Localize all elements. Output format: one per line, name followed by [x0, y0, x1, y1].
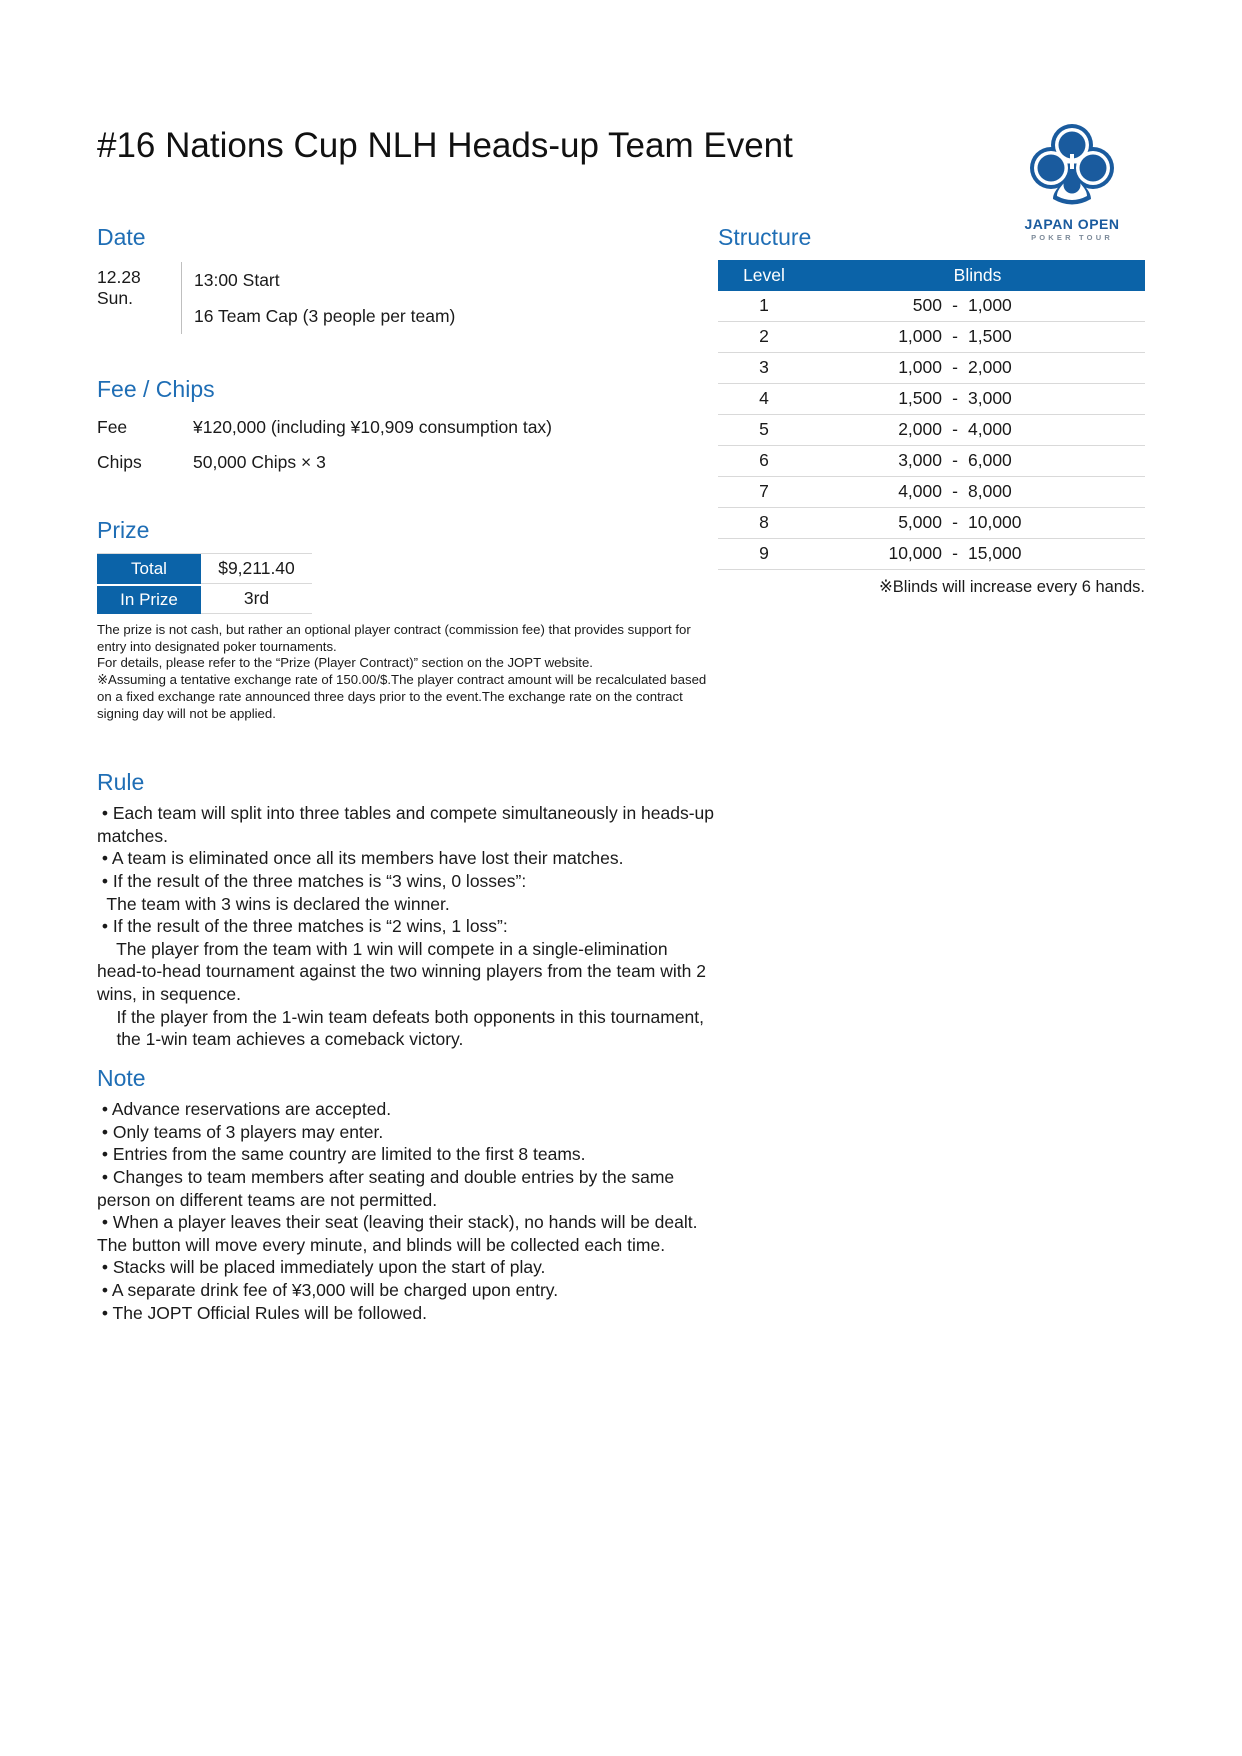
blinds-dash: - — [952, 357, 958, 378]
blinds-dash: - — [952, 419, 958, 440]
blinds-cell — [810, 419, 1145, 440]
fee-label: Fee — [97, 417, 128, 438]
blinds-cell — [810, 326, 1145, 347]
fine-print-line: on a fixed exchange rate announced three days prior to the event.The exchange rate on the contract — [97, 688, 683, 704]
fee-value: ¥120,000 (including ¥10,909 consumption tax) — [193, 417, 552, 438]
blinds-dash: - — [952, 295, 958, 316]
note-line: • Advance reservations are accepted. — [97, 1099, 392, 1120]
small-blind: 4,000 — [898, 481, 942, 502]
blinds-footnote: ※Blinds will increase every 6 hands. — [878, 577, 1145, 596]
rule-line: The team with 3 wins is declared the winner. — [97, 893, 450, 914]
left-column — [97, 224, 715, 1324]
prize-label-cell: In Prize — [97, 584, 201, 614]
date-divider — [181, 262, 182, 334]
rule-line: • If the result of the three matches is “3 wins, 0 losses”: — [97, 870, 527, 891]
blinds-cell — [810, 357, 1145, 378]
structure-row — [718, 322, 1145, 353]
level-cell: 5 — [759, 419, 769, 440]
structure-row — [718, 384, 1145, 415]
prize-value-cell: 3rd — [201, 584, 312, 614]
date-line: 16 Team Cap (3 people per team) — [194, 305, 456, 326]
big-blind: 2,000 — [968, 357, 1012, 378]
structure-row — [718, 291, 1145, 322]
big-blind: 1,500 — [968, 326, 1012, 347]
structure-row — [718, 508, 1145, 539]
small-blind: 1,500 — [898, 388, 942, 409]
blinds-dash: - — [952, 388, 958, 409]
structure-row — [718, 539, 1145, 570]
note-line: The button will move every minute, and blinds will be collected each time. — [97, 1234, 666, 1255]
section-fee-chips — [97, 376, 645, 474]
level-cell: 1 — [759, 295, 769, 316]
prize-row — [97, 554, 312, 584]
blinds-dash: - — [952, 543, 958, 564]
small-blind: 500 — [912, 295, 942, 316]
rule-line: The player from the team with 1 win will compete in a single-elimination — [97, 938, 668, 959]
page-header — [97, 126, 1145, 166]
blinds-cell — [810, 450, 1145, 471]
level-cell: 8 — [759, 512, 769, 533]
level-cell: 9 — [759, 543, 769, 564]
prize-label-cell: Total — [97, 554, 201, 584]
rule-line: matches. — [97, 825, 168, 846]
small-blind: 1,000 — [898, 326, 942, 347]
section-note — [97, 1064, 698, 1325]
level-cell: 3 — [759, 357, 769, 378]
fine-print-line: The prize is not cash, but rather an optional player contract (commission fee) that provides support for — [97, 621, 691, 637]
blinds-cell — [810, 295, 1145, 316]
rule-heading: Rule — [97, 768, 145, 795]
logo-text-primary: JAPAN OPEN — [1024, 216, 1120, 232]
small-blind: 2,000 — [898, 419, 942, 440]
rule-line: • Each team will split into three tables and compete simultaneously in heads-up — [97, 803, 715, 824]
fine-print-line: signing day will not be applied. — [97, 705, 276, 721]
blinds-cell — [810, 512, 1145, 533]
note-lines — [97, 1098, 698, 1324]
page-title: #16 Nations Cup NLH Heads-up Team Event — [97, 126, 793, 165]
right-column — [718, 224, 1145, 1324]
big-blind: 3,000 — [968, 388, 1012, 409]
fee-chips-heading: Fee / Chips — [97, 375, 215, 402]
level-cell: 2 — [759, 326, 769, 347]
level-column-header: Level — [743, 264, 785, 285]
logo-text-secondary: POKER TOUR — [1031, 233, 1113, 242]
section-date — [97, 224, 645, 334]
jopt-logo — [1014, 118, 1130, 242]
big-blind: 15,000 — [968, 543, 1022, 564]
fine-print-line: ※Assuming a tentative exchange rate of 150.00/$.The player contract amount will be recalculated based — [97, 672, 707, 688]
blinds-cell — [810, 481, 1145, 502]
blinds-cell — [810, 388, 1145, 409]
note-line: • The JOPT Official Rules will be followed. — [97, 1302, 428, 1323]
big-blind: 6,000 — [968, 450, 1012, 471]
section-rule — [97, 768, 715, 1051]
blinds-dash: - — [952, 512, 958, 533]
rule-line: If the player from the 1-win team defeats both opponents in this tournament, — [97, 1006, 705, 1027]
note-line: person on different teams are not permitted. — [97, 1189, 438, 1210]
rule-line: head-to-head tournament against the two winning players from the team with 2 — [97, 961, 706, 982]
prize-table — [97, 553, 312, 614]
date-details — [194, 262, 455, 334]
big-blind: 10,000 — [968, 512, 1022, 533]
small-blind: 10,000 — [888, 543, 942, 564]
club-icon — [1022, 118, 1122, 214]
note-line: • Stacks will be placed immediately upon the start of play. — [97, 1257, 546, 1278]
note-line: • Only teams of 3 players may enter. — [97, 1121, 384, 1142]
big-blind: 8,000 — [968, 481, 1012, 502]
section-structure — [718, 224, 1145, 597]
chips-value: 50,000 Chips × 3 — [193, 452, 326, 473]
small-blind: 1,000 — [898, 357, 942, 378]
rule-line: • If the result of the three matches is “2 wins, 1 loss”: — [97, 916, 508, 937]
section-prize — [97, 517, 707, 722]
structure-row — [718, 477, 1145, 508]
date-heading: Date — [97, 224, 146, 250]
structure-header-row — [718, 260, 1145, 291]
prize-heading: Prize — [97, 517, 150, 544]
rule-lines — [97, 802, 715, 1051]
fine-print-line: entry into designated poker tournaments. — [97, 638, 337, 654]
structure-row — [718, 446, 1145, 477]
note-line: • A separate drink fee of ¥3,000 will be charged upon entry. — [97, 1280, 559, 1301]
rule-line: wins, in sequence. — [97, 983, 241, 1004]
date-day: 12.28 Sun. — [97, 266, 141, 308]
level-cell: 7 — [759, 481, 769, 502]
big-blind: 1,000 — [968, 295, 1012, 316]
blinds-column-header: Blinds — [953, 264, 1002, 285]
structure-heading: Structure — [718, 224, 812, 250]
fine-print-line: For details, please refer to the “Prize (Player Contract)” section on the JOPT website. — [97, 655, 593, 671]
small-blind: 3,000 — [898, 450, 942, 471]
note-line: • Changes to team members after seating and double entries by the same — [97, 1167, 675, 1188]
note-heading: Note — [97, 1064, 146, 1091]
prize-fine-print — [97, 621, 707, 723]
level-cell: 6 — [759, 450, 769, 471]
prize-value-cell: $9,211.40 — [201, 554, 312, 584]
date-line: 13:00 Start — [194, 269, 280, 290]
big-blind: 4,000 — [968, 419, 1012, 440]
level-cell: 4 — [759, 388, 769, 409]
chips-row — [97, 452, 645, 473]
date-row — [97, 262, 645, 334]
blinds-cell — [810, 543, 1145, 564]
note-line: • When a player leaves their seat (leaving their stack), no hands will be dealt. — [97, 1212, 698, 1233]
structure-row — [718, 415, 1145, 446]
note-line: • Entries from the same country are limited to the first 8 teams. — [97, 1144, 586, 1165]
structure-row — [718, 353, 1145, 384]
fee-row — [97, 417, 645, 438]
rule-line: • A team is eliminated once all its members have lost their matches. — [97, 848, 624, 869]
blinds-dash: - — [952, 450, 958, 471]
structure-table — [718, 260, 1145, 570]
small-blind: 5,000 — [898, 512, 942, 533]
rule-line: the 1-win team achieves a comeback victory. — [97, 1029, 464, 1050]
prize-row — [97, 584, 312, 614]
blinds-dash: - — [952, 481, 958, 502]
blinds-dash: - — [952, 326, 958, 347]
chips-label: Chips — [97, 452, 142, 473]
